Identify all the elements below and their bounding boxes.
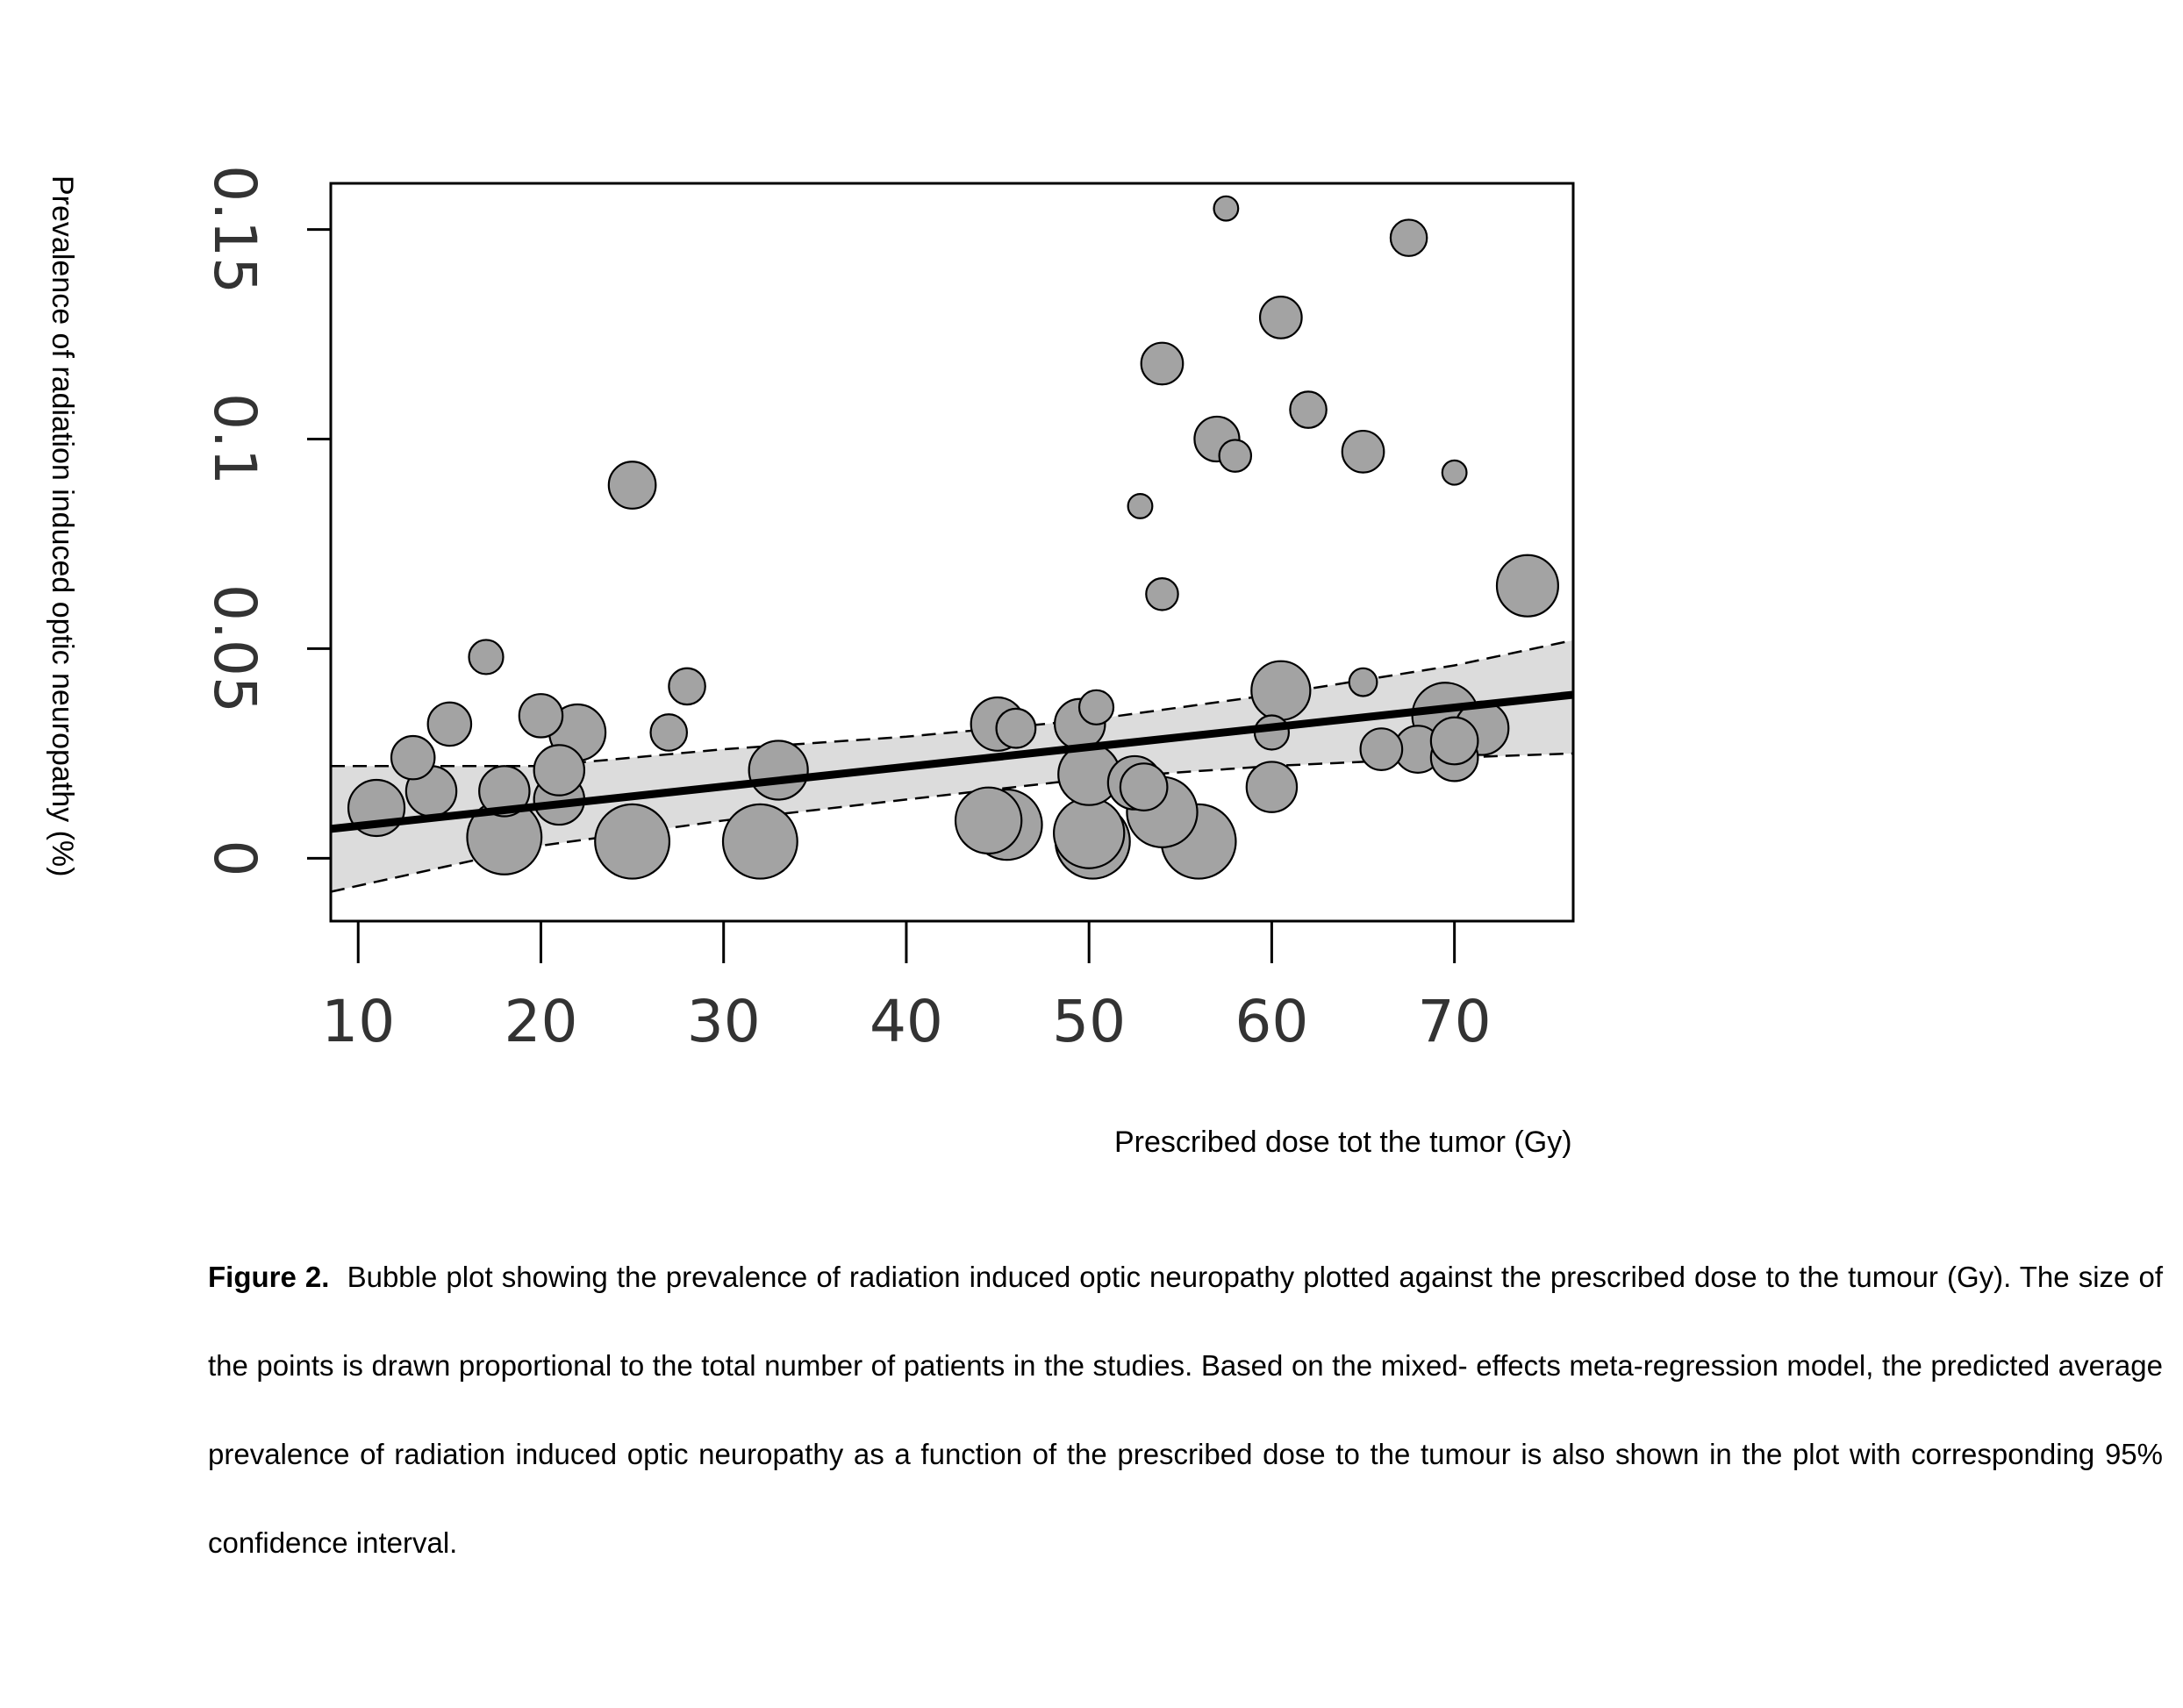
data-bubble bbox=[651, 714, 687, 750]
x-tick-label: 60 bbox=[1235, 988, 1309, 1055]
x-tick-label: 40 bbox=[869, 988, 943, 1055]
data-bubble bbox=[469, 640, 504, 674]
data-bubble bbox=[1290, 391, 1326, 427]
data-bubble bbox=[749, 740, 808, 799]
x-tick-label: 50 bbox=[1052, 988, 1127, 1055]
data-bubble bbox=[1391, 219, 1427, 255]
data-bubble bbox=[1220, 440, 1251, 471]
y-tick-label: 0.15 bbox=[201, 165, 268, 295]
x-tick-label: 70 bbox=[1417, 988, 1492, 1055]
data-bubble bbox=[534, 745, 584, 795]
data-bubble bbox=[669, 668, 705, 704]
data-bubble bbox=[997, 709, 1036, 748]
x-axis-group bbox=[321, 921, 1491, 1055]
y-tick-label: 0.1 bbox=[201, 392, 268, 485]
data-bubble bbox=[1079, 690, 1113, 725]
figure-caption bbox=[208, 1233, 2163, 1587]
data-bubble bbox=[1361, 728, 1403, 770]
data-bubble bbox=[595, 804, 669, 879]
y-tick-label: 0.05 bbox=[201, 583, 268, 713]
y-tick-label: 0 bbox=[201, 840, 268, 877]
data-bubble bbox=[391, 736, 434, 779]
y-axis-label: Prevalence of radiation induced optic neuropathy (%) bbox=[46, 175, 79, 877]
data-bubble bbox=[956, 788, 1021, 854]
data-bubble bbox=[1214, 197, 1239, 221]
data-bubble bbox=[1120, 763, 1168, 811]
data-bubble bbox=[1247, 761, 1297, 811]
x-tick-label: 20 bbox=[504, 988, 578, 1055]
x-tick-label: 30 bbox=[686, 988, 761, 1055]
y-axis-group bbox=[201, 165, 331, 876]
data-bubble bbox=[519, 694, 562, 737]
data-bubble bbox=[1342, 431, 1385, 473]
data-bubble bbox=[1260, 297, 1302, 339]
data-bubble bbox=[609, 461, 656, 509]
data-bubble bbox=[1497, 555, 1558, 617]
data-bubble bbox=[1442, 461, 1467, 485]
data-bubble bbox=[428, 703, 471, 746]
x-tick-label: 10 bbox=[321, 988, 396, 1055]
data-bubble bbox=[1128, 494, 1153, 518]
data-bubble bbox=[1431, 718, 1478, 765]
caption-label: Figure 2. bbox=[208, 1261, 330, 1293]
data-bubble bbox=[1142, 343, 1184, 385]
caption-text: Bubble plot showing the prevalence of radiation induced optic neuropathy plotted against the prescribed dose to the tumour (Gy). The size of the points is drawn proportional to the total number of patients in the studies. Based on the mixed- effects meta-regression model, the predicted average prevalence of radiation induced optic neuropathy as a function of the prescribed dose to the tumour is also shown in the plot with corresponding 95% confidence interval. bbox=[208, 1261, 2163, 1559]
data-bubble bbox=[1146, 578, 1177, 610]
data-bubble bbox=[1054, 798, 1124, 868]
data-bubble bbox=[723, 804, 798, 879]
data-bubble bbox=[1251, 661, 1310, 720]
data-bubble bbox=[1349, 668, 1378, 697]
x-axis-label: Prescribed dose tot the tumor (Gy) bbox=[1114, 1126, 1572, 1159]
